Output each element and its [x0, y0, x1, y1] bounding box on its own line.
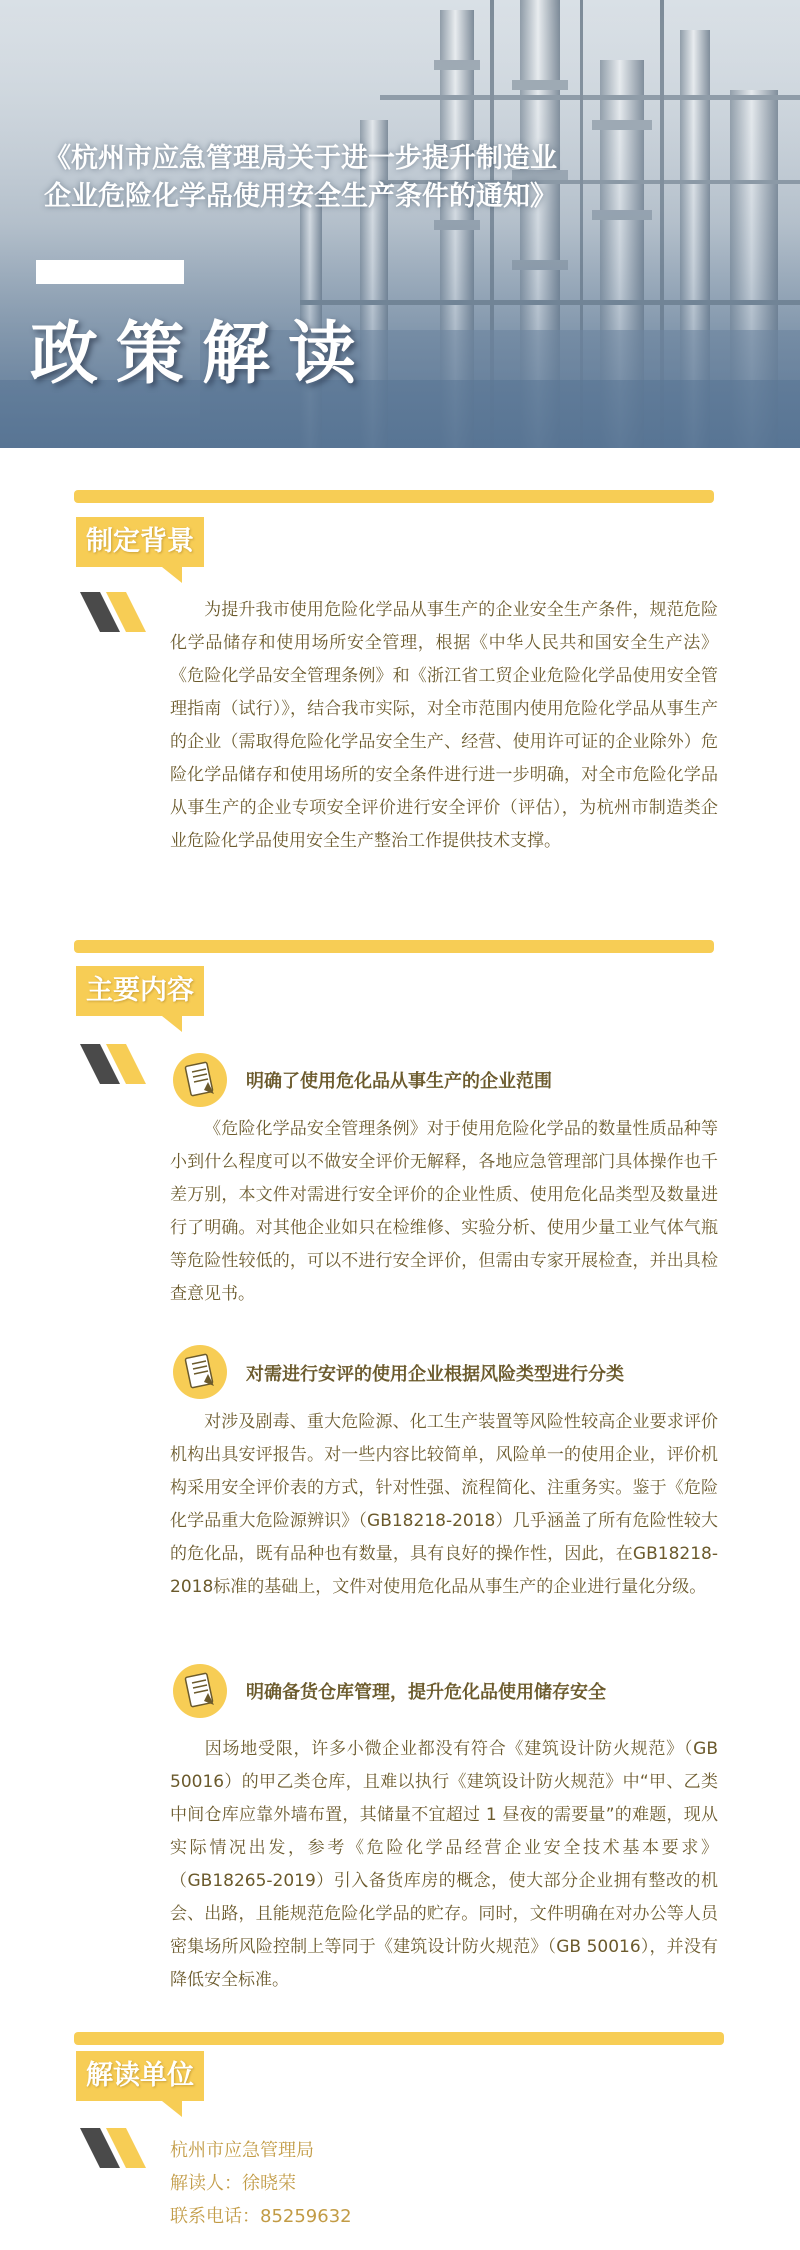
section-label-background: 制定背景 — [76, 517, 204, 567]
section-divider-line — [74, 2032, 724, 2045]
document-title-line1: 《杭州市应急管理局关于进一步提升制造业 — [44, 143, 557, 174]
item-text-2: 对涉及剧毒、重大危险源、化工生产装置等风险性较高企业要求评价机构出具安评报告。对一些内容比较简单，风险单一的使用企业，评价机构采用安全评价表的方式，针对性强、流程简化、注重务实。鉴于《危险化学品重大危险源辨识》（GB18218-2018）几乎涵盖了所有危险性较大的危化品，既有品种也有数量，具有良好的操作性，因此，在GB18218-2018标准的基础上，文件对使用危化品从事生产的企业进行量化分级。 — [170, 1412, 718, 1597]
document-title — [44, 140, 764, 216]
policy-interpretation-heading: 政策解读 — [30, 315, 375, 394]
section-label-main-content: 主要内容 — [76, 966, 204, 1016]
item-paragraph-2 — [170, 1406, 718, 1604]
stripes-icon — [80, 1044, 152, 1084]
contact-phone: 联系电话：85259632 — [170, 2206, 352, 2227]
section-divider-line — [74, 490, 714, 503]
stripes-icon — [80, 2128, 152, 2168]
section-label-interpretation-unit: 解读单位 — [76, 2051, 204, 2101]
item-text-1: 《危险化学品安全管理条例》对于使用危险化学品的数量性质品种等小到什么程度可以不做安全评价无解释，各地应急管理部门具体操作也千差万别，本文件对需进行安全评价的企业性质、使用危化品类型及数量进行了明确。对其他企业如只在检维修、实验分析、使用少量工业气体气瓶等危险性较低的，可以不进行安全评价，但需由专家开展检查，并出具检查意见书。 — [170, 1119, 718, 1304]
section-divider-line — [74, 940, 714, 953]
item-text-3: 因场地受限，许多小微企业都没有符合《建筑设计防火规范》（GB 50016）的甲乙类仓库，且难以执行《建筑设计防火规范》中“甲、乙类中间仓库应靠外墙布置，其储量不宜超过 1 昼夜的需要量”的难题，现从实际情况出发，参考《危险化学品经营企业安全技术基本要求》（GB18265-2019）引入备货库房的概念，使大部分企业拥有整改的机会、出路，且能规范危险化学品的贮存。同时，文件明确在对办公等人员密集场所风险控制上等同于《建筑设计防火规范》（GB 50016），并没有降低安全标准。 — [170, 1739, 718, 1990]
interpreter-name: 解读人：徐晓荣 — [170, 2173, 296, 2194]
banner-divider-bar — [36, 260, 184, 284]
item-paragraph-1 — [170, 1113, 718, 1311]
document-title-line2: 企业危险化学品使用安全生产条件的通知》 — [44, 181, 557, 212]
item-title-3: 明确备货仓库管理，提升危化品使用储存安全 — [246, 1682, 606, 1703]
header-banner — [0, 0, 800, 448]
document-icon — [172, 1663, 228, 1719]
item-title-2: 对需进行安评的使用企业根据风险类型进行分类 — [246, 1364, 624, 1385]
item-title-1: 明确了使用危化品从事生产的企业范围 — [246, 1071, 552, 1092]
background-text: 为提升我市使用危险化学品从事生产的企业安全生产条件，规范危险化学品储存和使用场所安全管理，根据《中华人民共和国安全生产法》《危险化学品安全管理条例》和《浙江省工贸企业危险化学品使用安全管理指南（试行）》，结合我市实际，对全市范围内使用危险化学品从事生产的企业（需取得危险化学品安全生产、经营、使用许可证的企业除外）危险化学品储存和使用场所的安全条件进行进一步明确，对全市危险化学品从事生产的企业专项安全评价进行安全评价（评估），为杭州市制造类企业危险化学品使用安全生产整治工作提供技术支撑。 — [170, 600, 718, 851]
document-icon — [172, 1344, 228, 1400]
background-paragraph — [170, 594, 718, 858]
stripes-icon — [80, 592, 152, 632]
item-paragraph-3 — [170, 1733, 718, 1997]
document-icon — [172, 1052, 228, 1108]
organization-name: 杭州市应急管理局 — [170, 2140, 314, 2161]
